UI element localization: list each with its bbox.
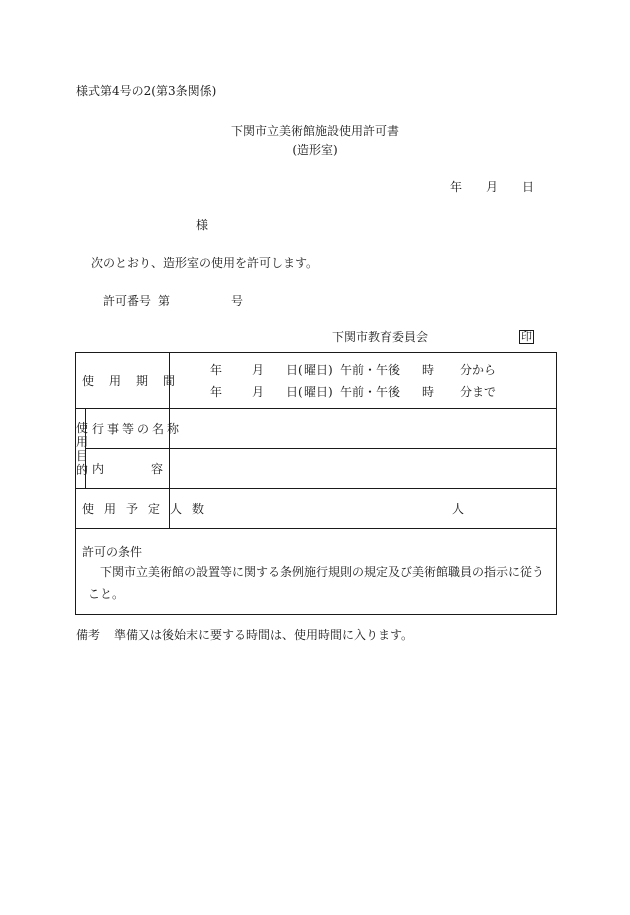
period-label: 使用期間 bbox=[76, 353, 170, 409]
content-value[interactable] bbox=[170, 449, 557, 489]
period-row bbox=[76, 353, 557, 409]
date-day: 日 bbox=[522, 180, 535, 194]
conditions-body: 下関市立美術館の設置等に関する条例施行規則の規定及び美術館職員の指示に従うこと。 bbox=[88, 565, 545, 601]
period-cell bbox=[170, 353, 557, 409]
attendees-label: 使用予定人数 bbox=[76, 489, 170, 529]
period-end: 年 月 日(曜日) 午前・午後 時 分まで bbox=[210, 384, 497, 399]
attendees-row bbox=[76, 489, 557, 529]
intro-text: 次のとおり、造形室の使用を許可します。 bbox=[91, 256, 319, 270]
form-number-label: 様式第4号の2(第3条関係) bbox=[76, 84, 217, 98]
permit-number-label: 許可番号 bbox=[103, 294, 152, 308]
conditions-cell bbox=[76, 529, 557, 615]
issuer-name: 下関市教育委員会 bbox=[332, 330, 429, 344]
content-label: 内 容 bbox=[86, 449, 170, 489]
note-text: 準備又は後始末に要する時間は、使用時間に入ります。 bbox=[114, 628, 414, 642]
event-name-row bbox=[76, 409, 557, 449]
event-name-value[interactable] bbox=[170, 409, 557, 449]
note-label: 備考 bbox=[76, 628, 101, 642]
period-start: 年 月 日(曜日) 午前・午後 時 分から bbox=[210, 362, 497, 377]
permit-table bbox=[75, 352, 557, 615]
note bbox=[76, 628, 413, 642]
event-name-label: 行事等の名称 bbox=[86, 409, 170, 449]
attendees-unit: 人 bbox=[452, 502, 465, 516]
conditions-row bbox=[76, 529, 557, 615]
purpose-label: 使 用 目 的 bbox=[76, 409, 86, 489]
date-year: 年 bbox=[450, 180, 463, 194]
document-subtitle: (造形室) bbox=[292, 143, 338, 157]
permit-number-prefix: 第 bbox=[158, 294, 171, 308]
seal-mark: 印 bbox=[521, 330, 532, 343]
conditions-title: 許可の条件 bbox=[82, 545, 143, 559]
date-month: 月 bbox=[486, 180, 499, 194]
attendees-value[interactable] bbox=[170, 489, 557, 529]
addressee-honorific: 様 bbox=[196, 218, 209, 232]
document-title: 下関市立美術館施設使用許可書 bbox=[230, 124, 399, 138]
content-row bbox=[76, 449, 557, 489]
permit-number-suffix: 号 bbox=[231, 294, 244, 308]
